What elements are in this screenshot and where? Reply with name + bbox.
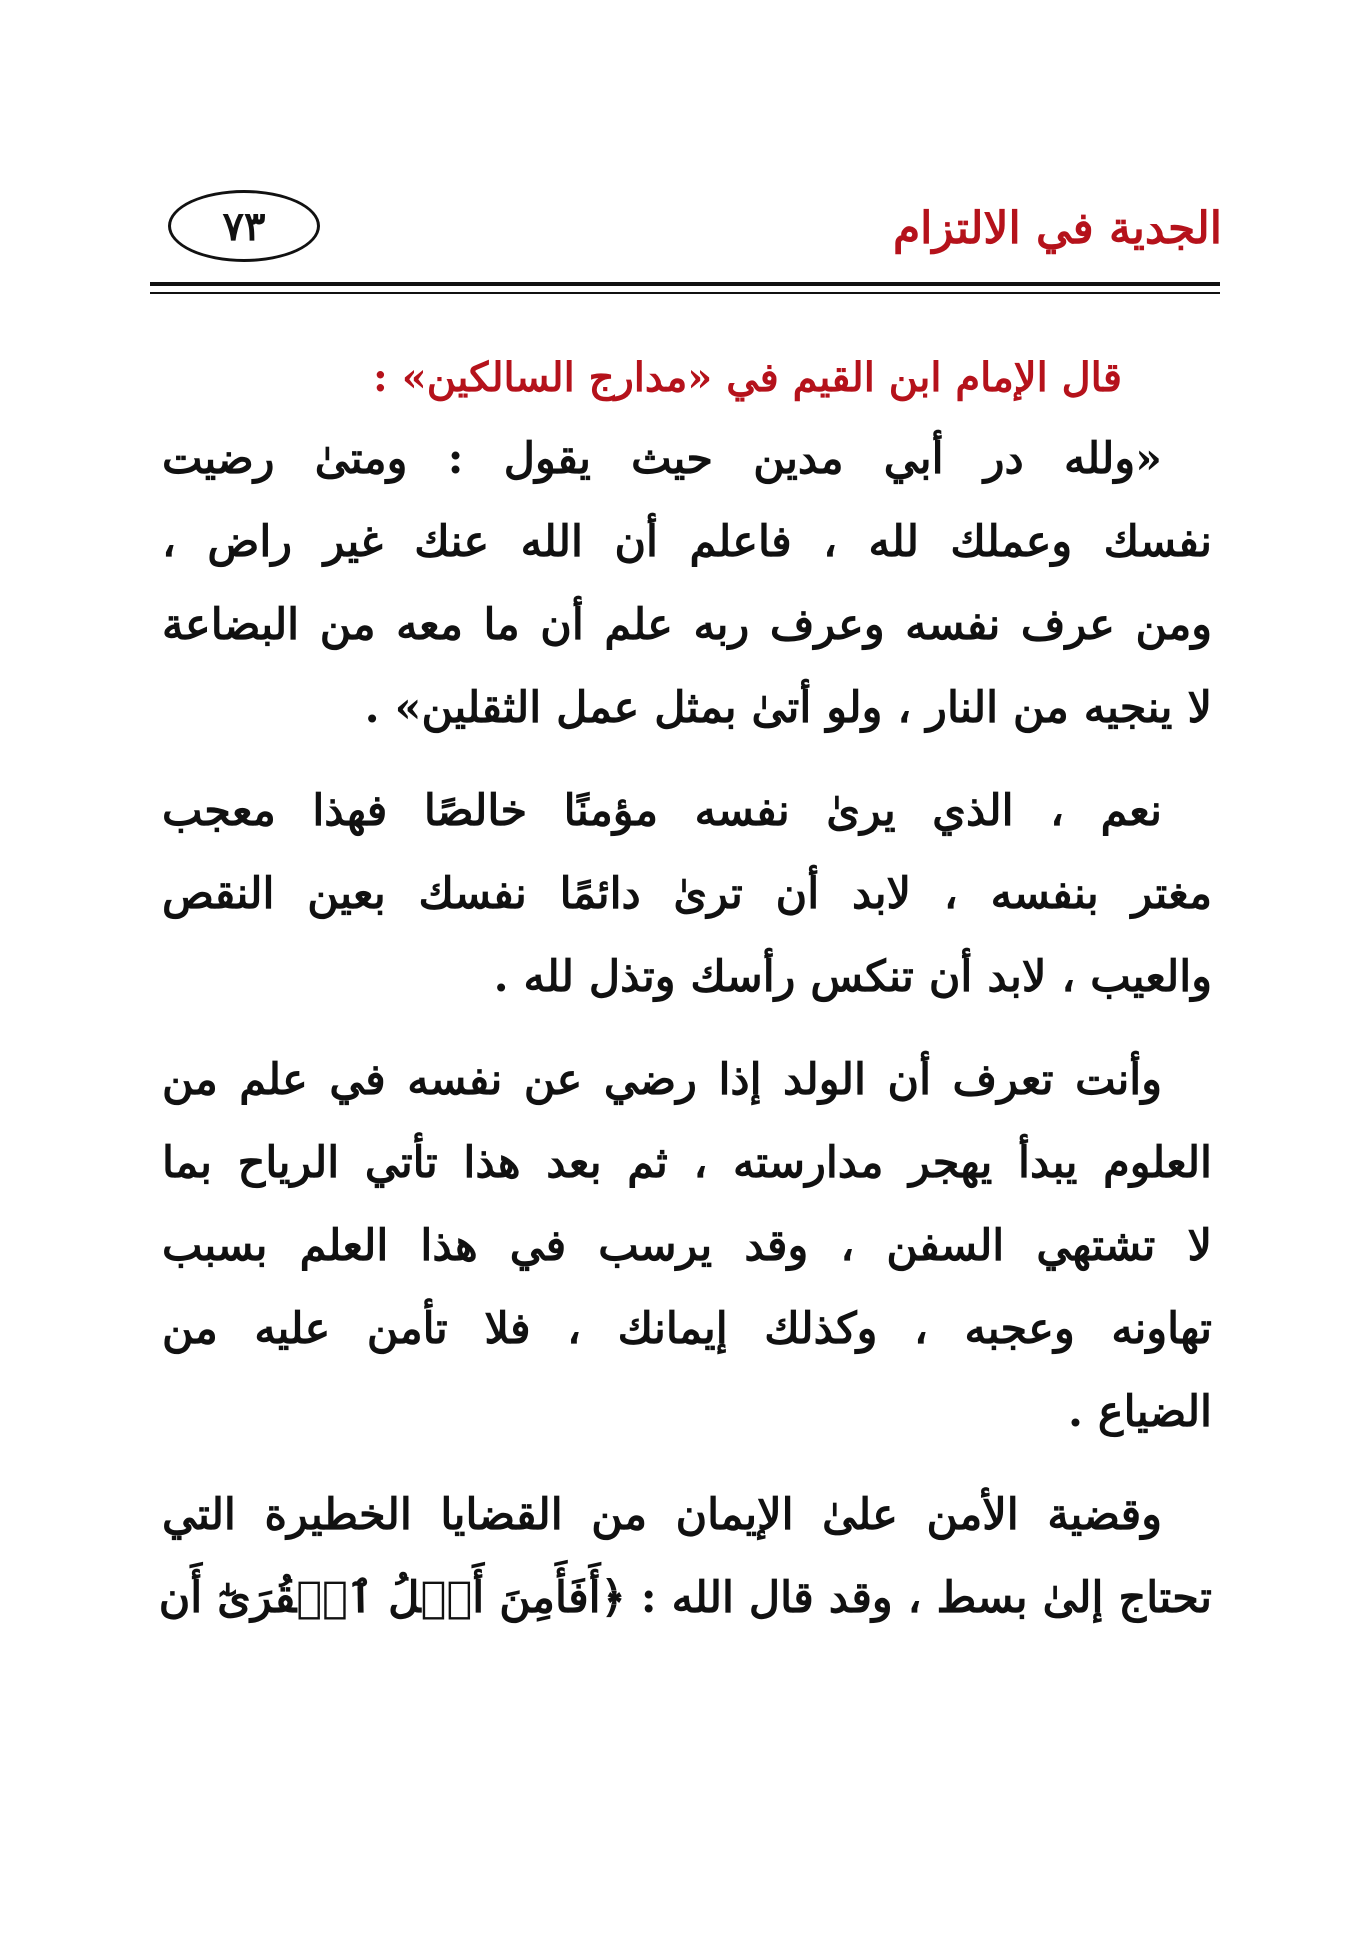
text-line: «ولله در أبي مدين حيث يقول : ومتىٰ رضيت <box>162 434 1162 484</box>
text-line: وقضية الأمن علىٰ الإيمان من القضايا الخطيرة التي <box>162 1490 1162 1540</box>
page-body <box>158 340 1212 1660</box>
text-line: نفسك وعملك لله ، فاعلم أن الله عنك غير راض ، <box>162 517 1212 567</box>
text-line-prefix: تحتاج إلىٰ بسط ، وقد قال الله : <box>625 1573 1212 1623</box>
page-number: ٧٣ <box>222 202 266 250</box>
text-line: ومن عرف نفسه وعرف ربه علم أن ما معه من البضاعة <box>162 600 1212 650</box>
text-line: نعم ، الذي يرىٰ نفسه مؤمنًا خالصًا فهذا معجب <box>162 786 1162 836</box>
text-line: العلوم يبدأ يهجر مدارسته ، ثم بعد هذا تأتي الرياح بما <box>162 1138 1212 1188</box>
header-divider-thick <box>150 282 1220 286</box>
paragraph <box>162 770 1212 1019</box>
paragraph-quote <box>162 418 1212 750</box>
text-line-with-quran-verse <box>158 1557 1212 1640</box>
quran-verse: ﴿أَفَأَمِنَ أَهۡلُ ٱلۡقُرَىٰٓ أَن <box>158 1573 626 1623</box>
text-line: مغتر بنفسه ، لابد أن ترىٰ دائمًا نفسك بعين النقص <box>162 869 1212 919</box>
paragraph <box>158 1474 1212 1640</box>
text-line: والعيب ، لابد أن تنكس رأسك وتذل لله . <box>493 952 1212 1002</box>
running-header-title: الجدية في الالتزام <box>892 203 1222 254</box>
text-line: تهاونه وعجبه ، وكذلك إيمانك ، فلا تأمن عليه من <box>162 1304 1212 1354</box>
text-line: لا ينجيه من النار ، ولو أتىٰ بمثل عمل الثقلين» . <box>364 683 1212 733</box>
section-heading: قال الإمام ابن القيم في «مدارج السالكين» : <box>373 354 1122 401</box>
text-line: الضياع . <box>1067 1387 1212 1437</box>
page-number-badge <box>168 190 320 262</box>
header-divider-thin <box>150 292 1220 294</box>
paragraph <box>162 1039 1212 1454</box>
text-line: لا تشتهي السفن ، وقد يرسب في هذا العلم بسبب <box>162 1221 1212 1271</box>
text-line: وأنت تعرف أن الولد إذا رضي عن نفسه في علم من <box>162 1055 1162 1105</box>
